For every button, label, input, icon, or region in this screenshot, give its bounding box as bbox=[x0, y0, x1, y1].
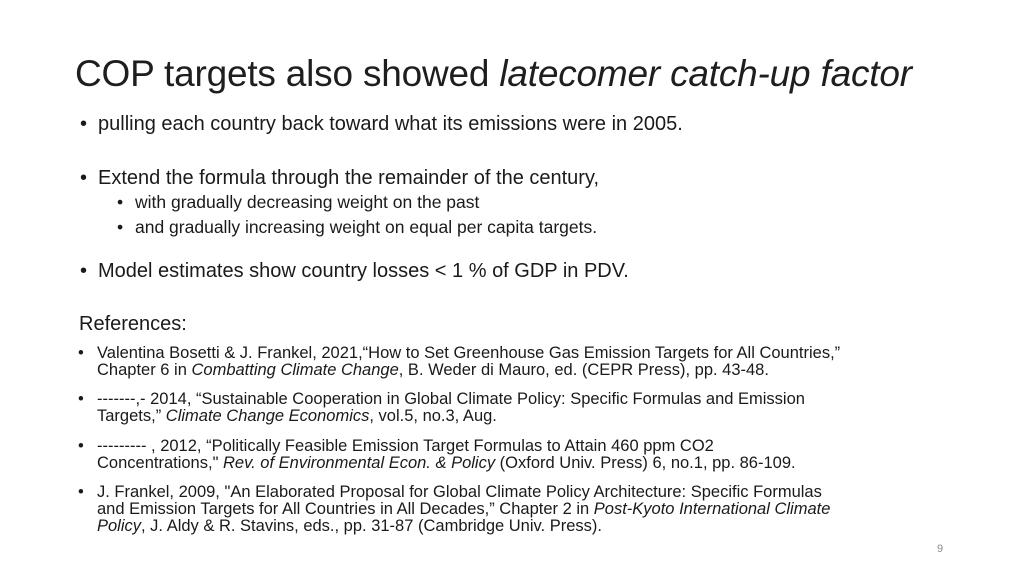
reference-line: --------- , 2012, “Politically Feasible Emission Target Formulas to Attain 460 ppm CO2 bbox=[97, 437, 714, 455]
bullet-dot: • bbox=[80, 260, 88, 282]
bullet-text: pulling each country back toward what its emissions were in 2005. bbox=[98, 113, 683, 135]
reference-text: , B. Weder di Mauro, ed. (CEPR Press), pp. 43-48. bbox=[398, 361, 769, 379]
reference-journal-title: Rev. of Environmental Econ. & Policy bbox=[223, 454, 496, 472]
bullet-dot: • bbox=[80, 167, 88, 189]
reference-book-title: Post-Kyoto International Climate bbox=[593, 500, 831, 518]
sub-bullet-text: and gradually increasing weight on equal per capita targets. bbox=[135, 217, 598, 237]
slide-title bbox=[75, 52, 912, 96]
bullet-text: Model estimates show country losses < 1 % of GDP in PDV. bbox=[98, 260, 629, 282]
reference-text: Targets,” bbox=[97, 407, 166, 425]
reference-text: (Oxford Univ. Press) 6, no.1, pp. 86-109. bbox=[495, 454, 796, 472]
page-number: 9 bbox=[937, 543, 944, 555]
reference-line: J. Frankel, 2009, "An Elaborated Proposal for Global Climate Policy Architecture: Specific Formulas bbox=[97, 483, 822, 501]
sub-bullet-text: with gradually decreasing weight on the past bbox=[135, 192, 480, 212]
reference-book-title: Policy bbox=[97, 517, 142, 535]
bullet-dot: • bbox=[78, 344, 84, 362]
bullet-dot: • bbox=[78, 390, 84, 408]
title-plain: COP targets also showed bbox=[75, 53, 500, 94]
reference-text: and Emission Targets for All Countries in All Decades,” Chapter 2 in bbox=[97, 500, 594, 518]
title-italic: latecomer catch-up factor bbox=[499, 53, 912, 94]
reference-line bbox=[97, 501, 830, 518]
references-heading: References: bbox=[79, 313, 187, 335]
reference-line bbox=[97, 362, 769, 379]
bullet-dot: • bbox=[117, 192, 124, 212]
reference-line: Valentina Bosetti & J. Frankel, 2021,“How to Set Greenhouse Gas Emission Targets for All Countries,” bbox=[97, 344, 841, 362]
reference-line bbox=[97, 455, 796, 472]
bullet-dot: • bbox=[78, 437, 84, 455]
reference-text: Chapter 6 in bbox=[97, 361, 192, 379]
reference-text: , vol.5, no.3, Aug. bbox=[369, 407, 497, 425]
reference-journal-title: Climate Change Economics bbox=[165, 407, 370, 425]
bullet-dot: • bbox=[80, 113, 88, 135]
reference-text: Concentrations," bbox=[97, 454, 224, 472]
reference-text: , J. Aldy & R. Stavins, eds., pp. 31-87 (Cambridge Univ. Press). bbox=[141, 517, 602, 535]
reference-line bbox=[97, 408, 497, 425]
bullet-text: Extend the formula through the remainder of the century, bbox=[98, 167, 600, 189]
reference-book-title: Combatting Climate Change bbox=[191, 361, 399, 379]
reference-line: -------,- 2014, “Sustainable Cooperation in Global Climate Policy: Specific Formulas and Emission bbox=[97, 390, 805, 408]
bullet-dot: • bbox=[78, 483, 84, 501]
bullet-dot: • bbox=[117, 217, 124, 237]
reference-line bbox=[97, 518, 602, 535]
